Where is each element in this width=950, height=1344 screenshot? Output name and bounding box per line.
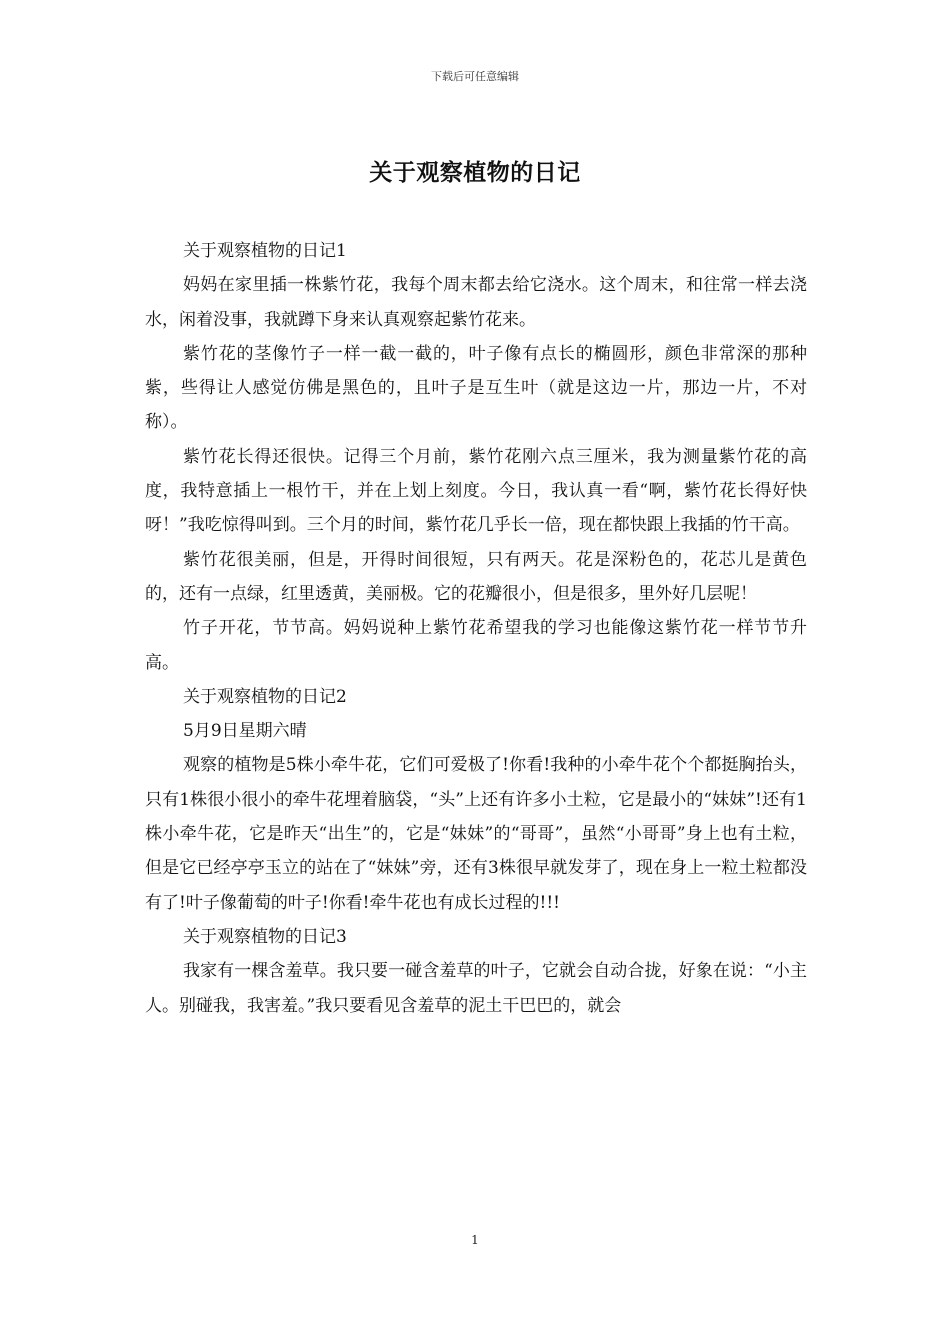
diary-heading-3: 关于观察植物的日记3	[183, 926, 347, 947]
document-title: 关于观察植物的日记	[369, 159, 581, 186]
paragraph: 紫竹花的茎像竹子一样一截一截的，叶子像有点长的椭圆形，颜色非常深的那种紫，些得让人感觉仿佛是黑色的，且叶子是互生叶（就是这边一片，那边一片，不对称）。	[145, 343, 807, 433]
diary-heading-1: 关于观察植物的日记1	[183, 241, 347, 261]
page-number: 1	[471, 1233, 479, 1247]
document-body	[145, 234, 807, 1023]
paragraph: 妈妈在家里插一株紫竹花，我每个周末都去给它浇水。这个周末，和往常一样去浇水，闲着没事，我就蹲下身来认真观察起紫竹花来。	[145, 275, 807, 330]
paragraph: 竹子开花，节节高。妈妈说种上紫竹花希望我的学习也能像这紫竹花一样节节升高。	[145, 618, 807, 673]
paragraph: 我家有一棵含羞草。我只要一碰含羞草的叶子，它就会自动合拢，好象在说：“小主人。别碰我，我害羞。”我只要看见含羞草的泥土干巴巴的，就会	[145, 961, 807, 1016]
diary-heading-2: 关于观察植物的日记2	[183, 686, 347, 707]
page-header-note: 下载后可任意编辑	[431, 70, 519, 83]
paragraph: 观察的植物是5株小牵牛花，它们可爱极了!你看!我种的小牵牛花个个都挺胸抬头，只有1株很小很小的牵牛花埋着脑袋，“头”上还有许多小土粒，它是最小的“妹妹”!还有1株小牵牛花，它是昨天“出生”的，它是“妹妹”的“哥哥”，虽然“小哥哥”身上也有土粒，但是它已经亭亭玉立的站在了“妹妹”旁，还有3株很早就发芽了，现在身上一粒土粒都没有了!叶子像葡萄的叶子!你看!牵牛花也有成长过程的!!!	[145, 755, 807, 913]
diary-date-line: 5月9日星期六晴	[183, 721, 307, 742]
paragraph: 紫竹花长得还很快。记得三个月前，紫竹花刚六点三厘米，我为测量紫竹花的高度，我特意插上一根竹干，并在上划上刻度。今日，我认真一看“啊，紫竹花长得好快呀！”我吃惊得叫到。三个月的时间，紫竹花几乎长一倍，现在都快跟上我插的竹干高。	[145, 446, 807, 536]
paragraph: 紫竹花很美丽，但是，开得时间很短，只有两天。花是深粉色的，花芯儿是黄色的，还有一点绿，红里透黄，美丽极。它的花瓣很小，但是很多，里外好几层呢！	[145, 549, 807, 604]
